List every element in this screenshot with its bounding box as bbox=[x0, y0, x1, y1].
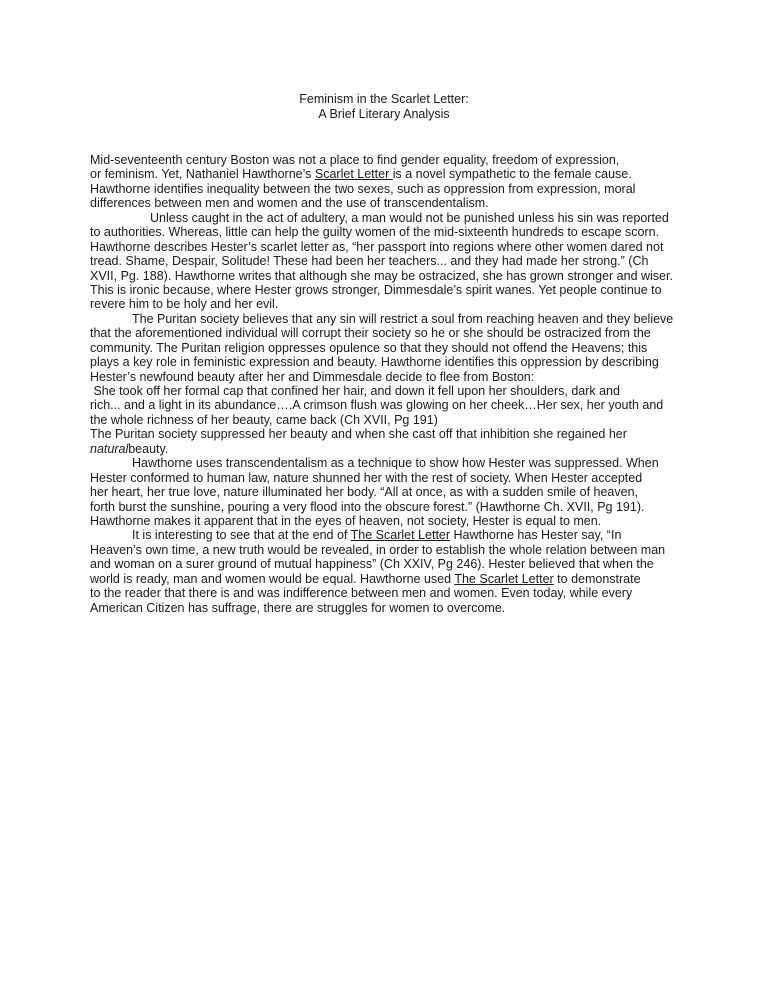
body-line: This is ironic because, where Hester grows stronger, Dimmesdale’s spirit wanes. Yet people continue to bbox=[90, 282, 662, 297]
title-line-1: Feminism in the Scarlet Letter: bbox=[299, 92, 469, 106]
body-line: world is ready, man and women would be equal. Hawthorne used The Scarlet Letter to demonstrate bbox=[90, 571, 641, 586]
body-line: Hawthorne makes it apparent that in the eyes of heaven, not society, Hester is equal to men. bbox=[90, 513, 602, 528]
body-line: Hester’s newfound beauty after her and Dimmesdale decide to flee from Boston: bbox=[90, 369, 535, 384]
body-line: community. The Puritan religion oppresses opulence so that they should not offend the Heavens; this bbox=[90, 340, 648, 355]
body-line: and woman on a surer ground of mutual happiness” (Ch XXIV, Pg 246). Hester believed that when the bbox=[90, 557, 654, 572]
book-title-underlined: Scarlet Letter bbox=[314, 167, 393, 182]
body-line: The Puritan society believes that any sin will restrict a soul from reaching heaven and they believe bbox=[132, 311, 674, 326]
document-title bbox=[0, 92, 768, 121]
body-line: that the aforementioned individual will corrupt their society so he or she should be ostracized from the bbox=[90, 326, 651, 341]
body-line: Heaven’s own time, a new truth would be revealed, in order to establish the whole relation between man bbox=[90, 542, 666, 557]
title-line-2: A Brief Literary Analysis bbox=[318, 106, 450, 121]
body-line: naturalbeauty. bbox=[90, 441, 169, 456]
essay-body bbox=[90, 153, 690, 615]
body-line: revere him to be holy and her evil. bbox=[90, 297, 279, 312]
body-line: XVII, Pg. 188). Hawthorne writes that although she may be ostracized, she has grown stronger and wiser. bbox=[90, 268, 673, 283]
body-line: to authorities. Whereas, little can help the guilty women of the mid-sixteenth hundreds to escape scorn. bbox=[90, 225, 660, 240]
body-line: her heart, her true love, nature illuminated her body. “All at once, as with a sudden smile of heaven, bbox=[90, 485, 638, 500]
body-line: tread. Shame, Despair, Solitude! These had been her teachers... and they had made her strong.” (Ch bbox=[90, 254, 649, 269]
body-line: Hawthorne uses transcendentalism as a technique to show how Hester was suppressed. When bbox=[132, 456, 659, 471]
body-line: Hester conformed to human law, nature shunned her with the rest of society. When Hester accepted bbox=[90, 470, 643, 485]
body-line: Hawthorne identifies inequality between the two sexes, such as oppression from expression, moral bbox=[90, 181, 636, 196]
body-line: or feminism. Yet, Nathaniel Hawthorne’s Scarlet Letter is a novel sympathetic to the female cause. bbox=[90, 167, 632, 182]
body-line: to the reader that there is and was indifference between men and women. Even today, while every bbox=[90, 586, 633, 601]
block-quote-line: rich... and a light in its abundance….A crimson flush was glowing on her cheek…Her sex, her youth and bbox=[90, 398, 664, 413]
book-title-underlined: The Scarlet Letter bbox=[350, 528, 451, 543]
body-line: American Citizen has suffrage, there are struggles for women to overcome. bbox=[90, 600, 506, 615]
block-quote-line: the whole richness of her beauty, came back (Ch XVII, Pg 191) bbox=[90, 412, 438, 427]
body-line: plays a key role in feministic expression and beauty. Hawthorne identifies this oppression by describing bbox=[90, 355, 659, 370]
body-line: The Puritan society suppressed her beauty and when she cast off that inhibition she regained her bbox=[90, 427, 627, 442]
block-quote-line: She took off her formal cap that confined her hair, and down it fell upon her shoulders, dark and bbox=[90, 384, 620, 398]
body-line: Hawthorne describes Hester’s scarlet letter as, “her passport into regions where other women dared not bbox=[90, 239, 664, 254]
body-line: Unless caught in the act of adultery, a man would not be punished unless his sin was reported bbox=[150, 210, 669, 225]
book-title-underlined: The Scarlet Letter bbox=[454, 571, 554, 586]
italic-word: natural bbox=[90, 441, 129, 456]
body-line: forth burst the sunshine, pouring a very flood into the obscure forest.” (Hawthorne Ch. XVII, Pg 191). bbox=[90, 499, 645, 514]
body-line: Mid-seventeenth century Boston was not a place to find gender equality, freedom of expression, bbox=[90, 153, 620, 167]
body-line: differences between men and women and the use of transcendentalism. bbox=[90, 196, 489, 211]
body-line: It is interesting to see that at the end of The Scarlet Letter Hawthorne has Hester say, “In bbox=[132, 528, 622, 543]
